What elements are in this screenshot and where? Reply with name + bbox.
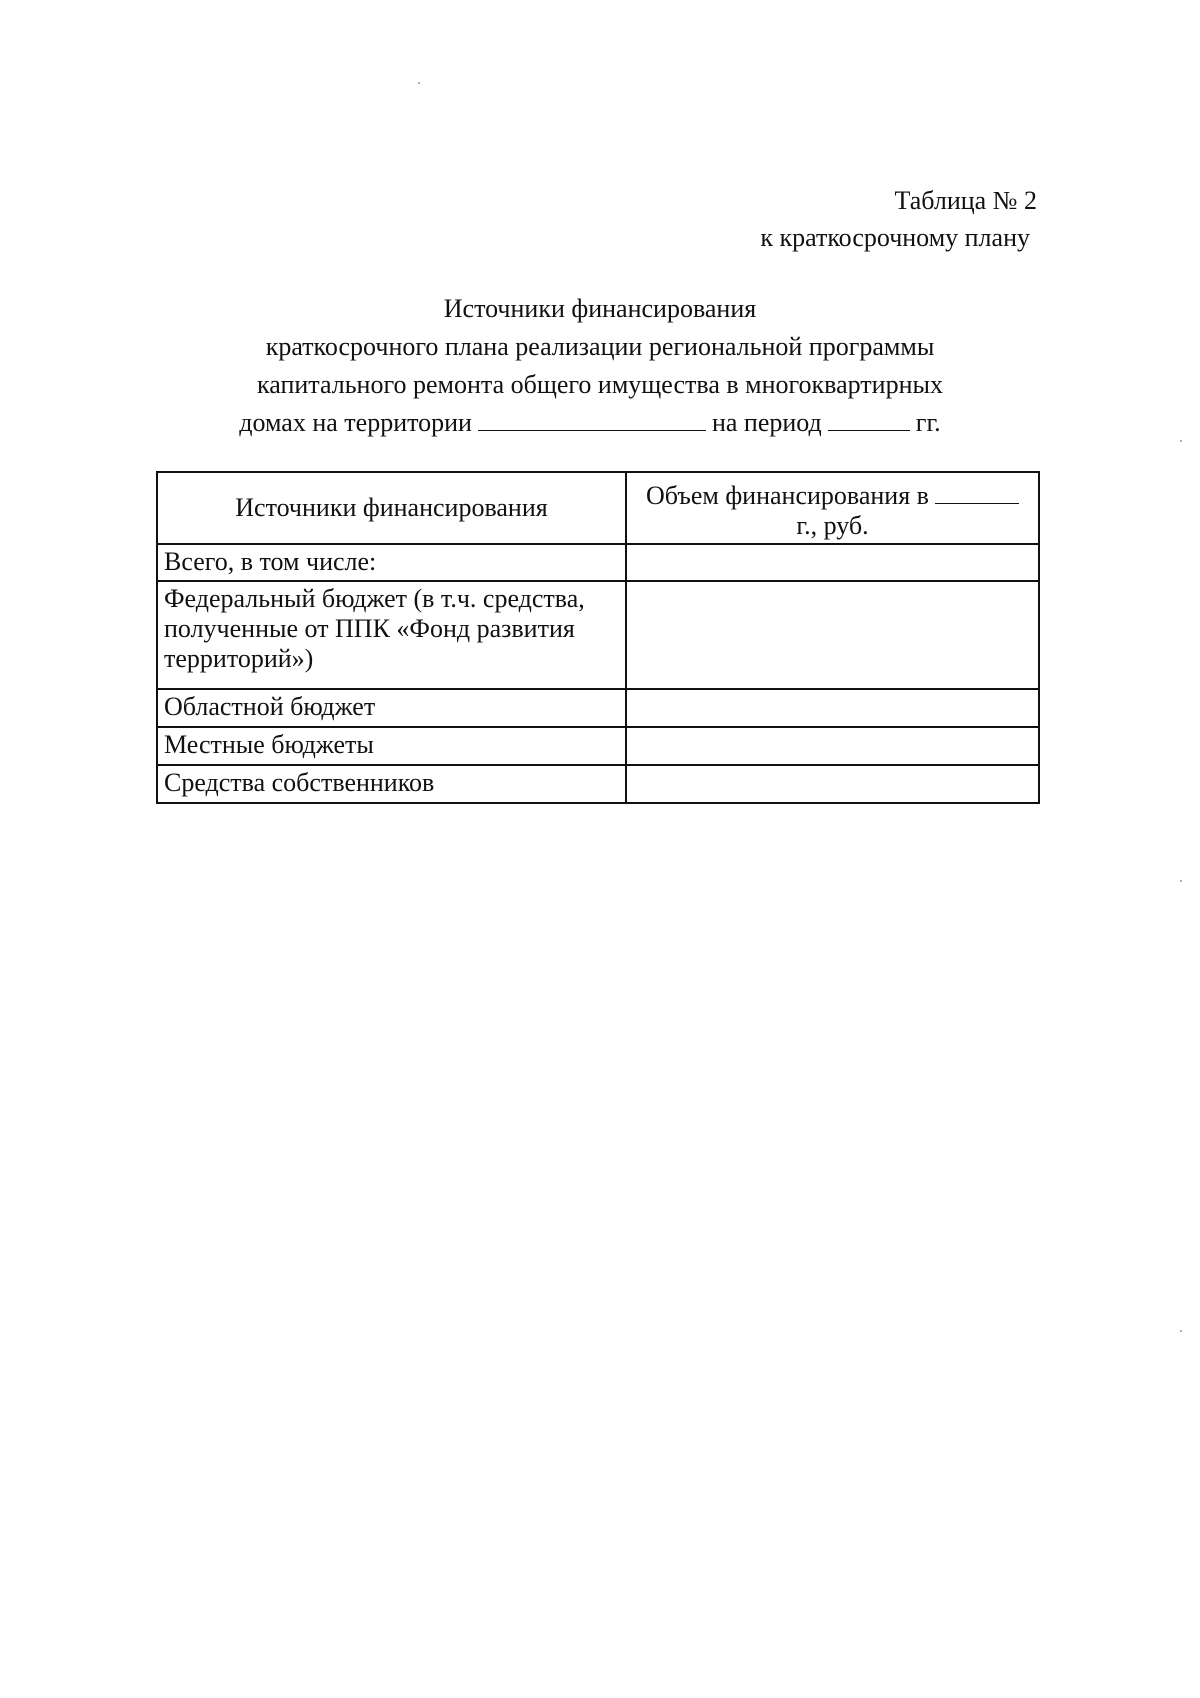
row-value-cell[interactable]: [626, 727, 1039, 765]
table-row: [157, 544, 1039, 581]
table-header-row: [157, 472, 1039, 544]
row-label: Федеральный бюджет (в т.ч. средства, полученные от ППК «Фонд развития территорий»): [157, 581, 626, 689]
plan-reference: к краткосрочному плану: [760, 223, 1030, 252]
row-value-cell[interactable]: [626, 765, 1039, 803]
period-prefix: на период: [711, 408, 822, 437]
row-label: Всего, в том числе:: [157, 544, 626, 581]
scan-speck: [1180, 880, 1182, 882]
header-volume: [626, 472, 1039, 544]
territory-blank-field[interactable]: [478, 406, 706, 431]
table-row: [157, 689, 1039, 727]
table-row: [157, 581, 1039, 689]
table-row: [157, 727, 1039, 765]
header-volume-text: Объем финансирования в: [646, 481, 929, 510]
financing-sources-table: [156, 471, 1040, 804]
document-title: [170, 290, 1030, 442]
table-row: [157, 765, 1039, 803]
row-label: Областной бюджет: [157, 689, 626, 727]
title-line-3: капитального ремонта общего имущества в многоквартирных: [257, 370, 943, 399]
years-suffix: гг.: [915, 408, 941, 437]
header-sources: Источники финансирования: [157, 472, 626, 544]
territory-prefix: домах на территории: [239, 408, 472, 437]
table-number: Таблица № 2: [894, 186, 1037, 215]
row-label: Местные бюджеты: [157, 727, 626, 765]
header-volume-unit: г., руб.: [796, 511, 869, 540]
year-blank-field[interactable]: [935, 479, 1019, 504]
title-line-4: [170, 404, 1030, 442]
scan-speck: [1180, 440, 1182, 442]
row-value-cell[interactable]: [626, 689, 1039, 727]
scan-speck: [418, 82, 420, 84]
title-line-2: краткосрочного плана реализации региональной программы: [265, 332, 935, 361]
title-line-1: Источники финансирования: [443, 294, 757, 323]
row-value-cell[interactable]: [626, 581, 1039, 689]
row-value-cell[interactable]: [626, 544, 1039, 581]
period-blank-field[interactable]: [828, 406, 910, 431]
scan-speck: [1180, 1330, 1182, 1332]
table-caption: [760, 182, 1035, 256]
row-label: Средства собственников: [157, 765, 626, 803]
